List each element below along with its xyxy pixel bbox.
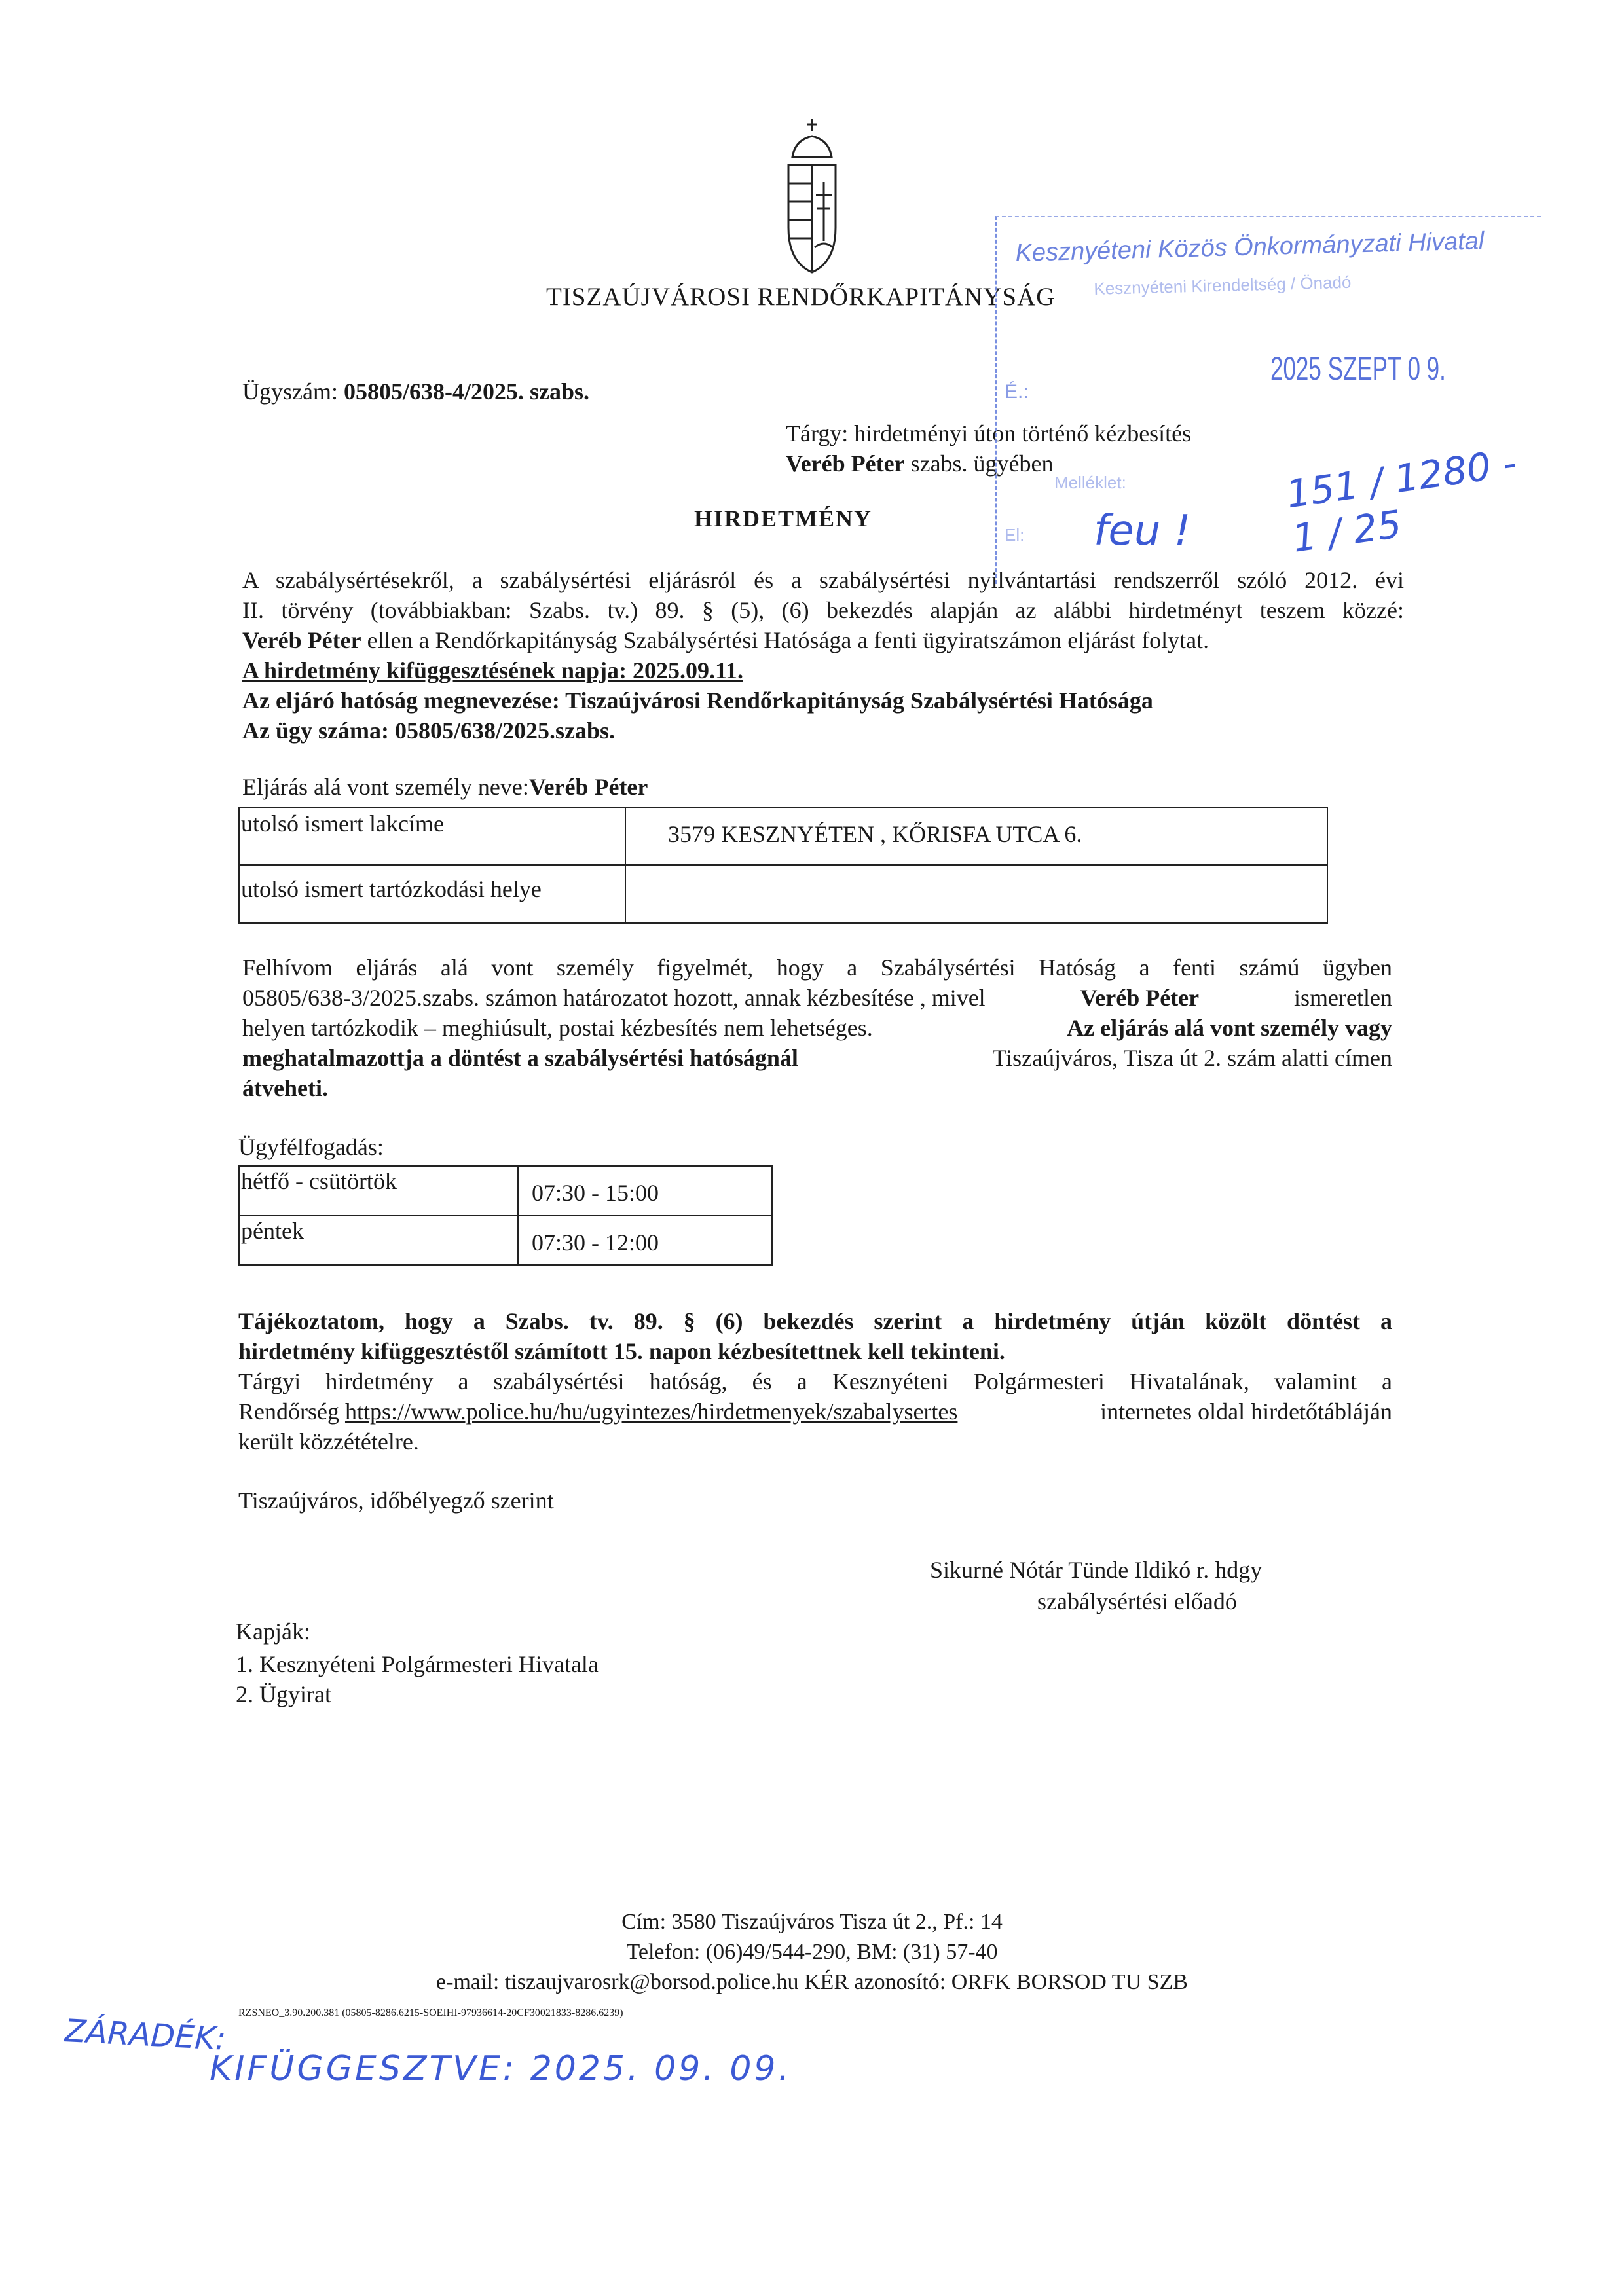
footer-phone: Telefon: (06)49/544-290, BM: (31) 57-40	[626, 1940, 998, 1964]
notice-person: Veréb Péter	[1080, 985, 1200, 1011]
notice-line-3	[242, 1013, 1392, 1042]
table-row	[240, 866, 1327, 923]
table-row	[240, 808, 1327, 866]
case-number-label: Ügyszám:	[242, 378, 344, 405]
case-number-full: Az ügy száma: 05805/638/2025.szabs.	[242, 718, 615, 744]
signer-name: Sikurné Nótár Tünde Ildikó r. hdgy	[930, 1557, 1263, 1583]
intro-person: Veréb Péter	[242, 627, 361, 653]
hours-time: 07:30 - 12:00	[532, 1230, 659, 1256]
coat-of-arms-icon	[773, 117, 851, 280]
stamp-date: 2025 SZEPT 0 9.	[1270, 350, 1446, 387]
subject-rest: szabs. ügyében	[904, 450, 1054, 477]
case-number: 05805/638-4/2025. szabs.	[343, 378, 589, 405]
stamp-attachment-label: Melléklet:	[1054, 473, 1126, 492]
notice-line-4-rest: Tiszaújváros, Tisza út 2. szám alatti címen	[992, 1045, 1392, 1071]
person-address-table	[238, 807, 1328, 924]
notice-line-3-bold: Az eljárás alá vont személy vagy	[1067, 1015, 1392, 1041]
document-title: HIRDETMÉNY	[694, 505, 873, 532]
place-date: Tiszaújváros, időbélyegző szerint	[238, 1487, 554, 1514]
office-hours-table	[238, 1165, 773, 1266]
acting-authority: Az eljáró hatóság megnevezése: Tiszaújvárosi Rendőrkapitányság Szabálysértési Hatósága	[242, 687, 1153, 714]
notice-line-2	[242, 983, 1392, 1012]
info-line-2: hirdetmény kifüggesztéstől számított 15. napon kézbesítettnek kell tekinteni.	[238, 1338, 1005, 1364]
address-value: 3579 KESZNYÉTEN , KŐRISFA UTCA 6.	[668, 821, 1082, 847]
person-name-line	[242, 773, 648, 801]
posting-date: A hirdetmény kifüggesztésének napja: 2025.09.11.	[242, 657, 743, 683]
address-label: utolsó ismert lakcíme	[241, 811, 444, 837]
stamp-handwritten-note: feu !	[1094, 507, 1191, 555]
table-row	[240, 1216, 771, 1265]
stamp-office-name: Kesznyéteni Közös Önkormányzati Hivatal	[1015, 227, 1485, 267]
intro-line-3	[242, 626, 1209, 655]
annotation-posted-date: KIFÜGGESZTVE: 2025. 09. 09.	[210, 2049, 792, 2088]
info-line-1: Tájékoztatom, hogy a Szabs. tv. 89. § (6) bekezdés szerint a hirdetmény útján közölt döntést a	[238, 1308, 1392, 1334]
info-line-5: került közzétételre.	[238, 1429, 419, 1455]
info-line-4	[238, 1397, 1392, 1426]
notice-line-4-bold: meghatalmazottja a döntést a szabálysértési hatóságnál	[242, 1045, 798, 1071]
subject-person: Veréb Péter	[786, 450, 905, 477]
table-row	[240, 1167, 771, 1216]
office-hours-label: Ügyfélfogadás:	[238, 1134, 384, 1160]
residence-label: utolsó ismert tartózkodási helye	[241, 876, 542, 902]
received-stamp	[995, 216, 1539, 583]
notice-line-1: Felhívom eljárás alá vont személy figyelmét, hogy a Szabálysértési Hatóság a fenti számú ügyben	[242, 955, 1392, 981]
notice-line-5: átveheti.	[242, 1075, 328, 1101]
authority-name: TISZAÚJVÁROSI RENDŐRKAPITÁNYSÁG	[546, 283, 1056, 311]
hours-time: 07:30 - 15:00	[532, 1180, 659, 1206]
hours-day: hétfő - csütörtök	[241, 1168, 397, 1194]
recipient-item: 2. Ügyirat	[236, 1681, 331, 1707]
stamp-e-label: É.:	[1005, 381, 1029, 403]
info-line-3: Tárgyi hirdetmény a szabálysértési hatóság, és a Kesznyéteni Polgármesteri Hivatalának, valamint a	[238, 1368, 1392, 1394]
annotation-clause: ZÁRADÉK:	[64, 2013, 227, 2058]
person-name: Veréb Péter	[528, 774, 648, 800]
notice-line-4	[242, 1044, 1392, 1072]
recipient-item: 1. Kesznyéteni Polgármesteri Hivatala	[236, 1651, 599, 1677]
intro-line-3-rest: ellen a Rendőrkapitányság Szabálysértési Hatósága a fenti ügyiratszámon eljárást folytat.	[361, 627, 1209, 653]
hours-day: péntek	[241, 1218, 304, 1244]
info-line-4-a: Rendőrség	[238, 1398, 345, 1425]
intro-line-2: II. törvény (továbbiakban: Szabs. tv.) 89. § (5), (6) bekezdés alapján az alábbi hirdetményt teszem közzé:	[242, 597, 1404, 623]
footer-address: Cím: 3580 Tiszaújváros Tisza út 2., Pf.: 14	[621, 1910, 1003, 1934]
notice-line-2-rest: ismeretlen	[1294, 985, 1392, 1011]
intro-line-1: A szabálysértésekről, a szabálysértési eljárásról és a szabálysértési nyilvántartási rendszerről szóló 2012. évi	[242, 567, 1404, 593]
case-number-line	[242, 377, 589, 406]
info-line-4-b: internetes oldal hirdetőtábláján	[1094, 1398, 1392, 1425]
footer-email: e-mail: tiszaujvarosrk@borsod.police.hu KÉR azonosító: ORFK BORSOD TU SZB	[436, 1970, 1188, 1994]
notice-line-3-text: helyen tartózkodik – meghiúsult, postai kézbesítés nem lehetséges.	[242, 1015, 873, 1041]
footer-reference: RZSNEO_3.90.200.381 (05805-8286.6215-SOEIHI-97936614-20CF30021833-8286.6239)	[238, 2007, 623, 2018]
stamp-el-label: El:	[1005, 525, 1025, 545]
subject-line-1: Tárgy: hirdetményi úton történő kézbesítés	[786, 420, 1192, 446]
notice-line-2-text: 05805/638-3/2025.szabs. számon határozatot hozott, annak kézbesítése , mivel	[242, 985, 986, 1011]
stamp-office-branch: Kesznyéteni Kirendeltség / Önadó	[1094, 272, 1352, 299]
person-name-label: Eljárás alá vont személy neve:	[242, 774, 529, 800]
police-website-link[interactable]: https://www.police.hu/hu/ugyintezes/hirdetmenyek/szabalysertes	[344, 1398, 958, 1425]
stamp-handwritten-number: 151 / 1280 - 1 / 25	[1283, 440, 1520, 561]
signer-role: szabálysértési előadó	[1037, 1588, 1237, 1614]
recipients-label: Kapják:	[236, 1618, 310, 1645]
